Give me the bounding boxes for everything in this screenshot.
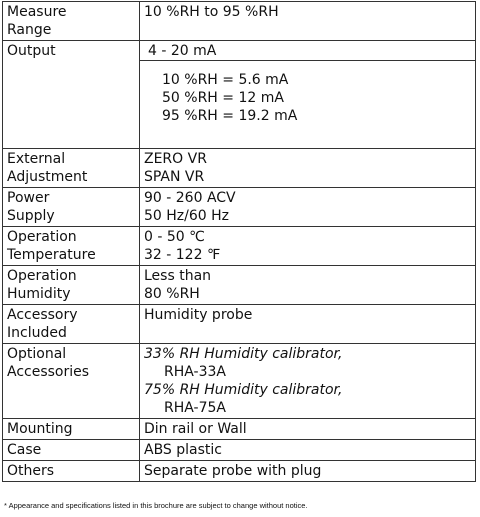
table-row [3,2,476,41]
value-cell [140,2,476,41]
row-label: Measure [7,4,67,20]
row-value: 50 Hz/60 Hz [144,208,229,224]
row-label: Included [7,325,67,341]
value-cell [140,149,476,188]
table-row [3,227,476,266]
table-row [3,305,476,344]
row-label: Power [7,190,50,206]
label-cell [3,344,140,419]
row-label: Temperature [7,247,96,263]
output-details [144,61,471,147]
footnote: * Appearance and specifications listed in this brochure are subject to change without notice. [4,501,308,510]
row-value: 80 %RH [144,286,200,302]
row-label: Others [7,463,55,479]
table-row [3,419,476,440]
output-detail: 10 %RH = 5.6 mA [162,72,289,88]
table-row [3,188,476,227]
label-cell [3,419,140,440]
label-cell [3,188,140,227]
table-row [3,41,476,149]
row-value: 0 - 50 ℃ [144,229,205,245]
label-cell [3,2,140,41]
value-cell [140,461,476,482]
table-row [3,440,476,461]
row-label: Optional [7,346,67,362]
table-row [3,461,476,482]
row-value: ZERO VR [144,151,207,167]
row-value: 10 %RH to 95 %RH [144,4,279,20]
row-label: Supply [7,208,55,224]
row-label: External [7,151,66,167]
row-value: ABS plastic [144,442,222,458]
row-label: Accessory [7,307,78,323]
row-value: Din rail or Wall [144,421,247,437]
value-cell [140,440,476,461]
output-detail: 95 %RH = 19.2 mA [162,108,298,124]
row-value: 33% RH Humidity calibrator, [144,346,343,362]
row-label: Operation [7,229,77,245]
row-value: 90 - 260 ACV [144,190,236,206]
spec-table [2,1,476,482]
output-detail: 50 %RH = 12 mA [162,90,284,106]
row-label: Accessories [7,364,90,380]
label-cell [3,41,140,149]
label-cell [3,149,140,188]
row-label: Operation [7,268,77,284]
row-label: Humidity [7,286,71,302]
table-row [3,149,476,188]
row-value: RHA-33A [164,364,226,380]
table-row [3,266,476,305]
row-value: Less than [144,268,212,284]
label-cell [3,227,140,266]
row-label: Mounting [7,421,73,437]
value-cell [140,419,476,440]
table-row [3,344,476,419]
label-cell [3,266,140,305]
value-cell [140,344,476,419]
row-value: SPAN VR [144,169,205,185]
row-label: Adjustment [7,169,88,185]
label-cell [3,305,140,344]
row-value: 75% RH Humidity calibrator, [144,382,343,398]
value-cell [140,305,476,344]
row-value: 32 - 122 ℉ [144,247,221,263]
value-cell [140,266,476,305]
output-main-value: 4 - 20 mA [148,43,217,59]
value-cell [140,41,476,149]
value-cell [140,227,476,266]
label-cell [3,440,140,461]
row-value: Humidity probe [144,307,253,323]
row-value: RHA-75A [164,400,226,416]
row-label: Range [7,22,52,38]
label-cell [3,461,140,482]
row-label: Output [7,43,56,59]
row-value: Separate probe with plug [144,463,322,479]
row-label: Case [7,442,42,458]
value-cell [140,188,476,227]
